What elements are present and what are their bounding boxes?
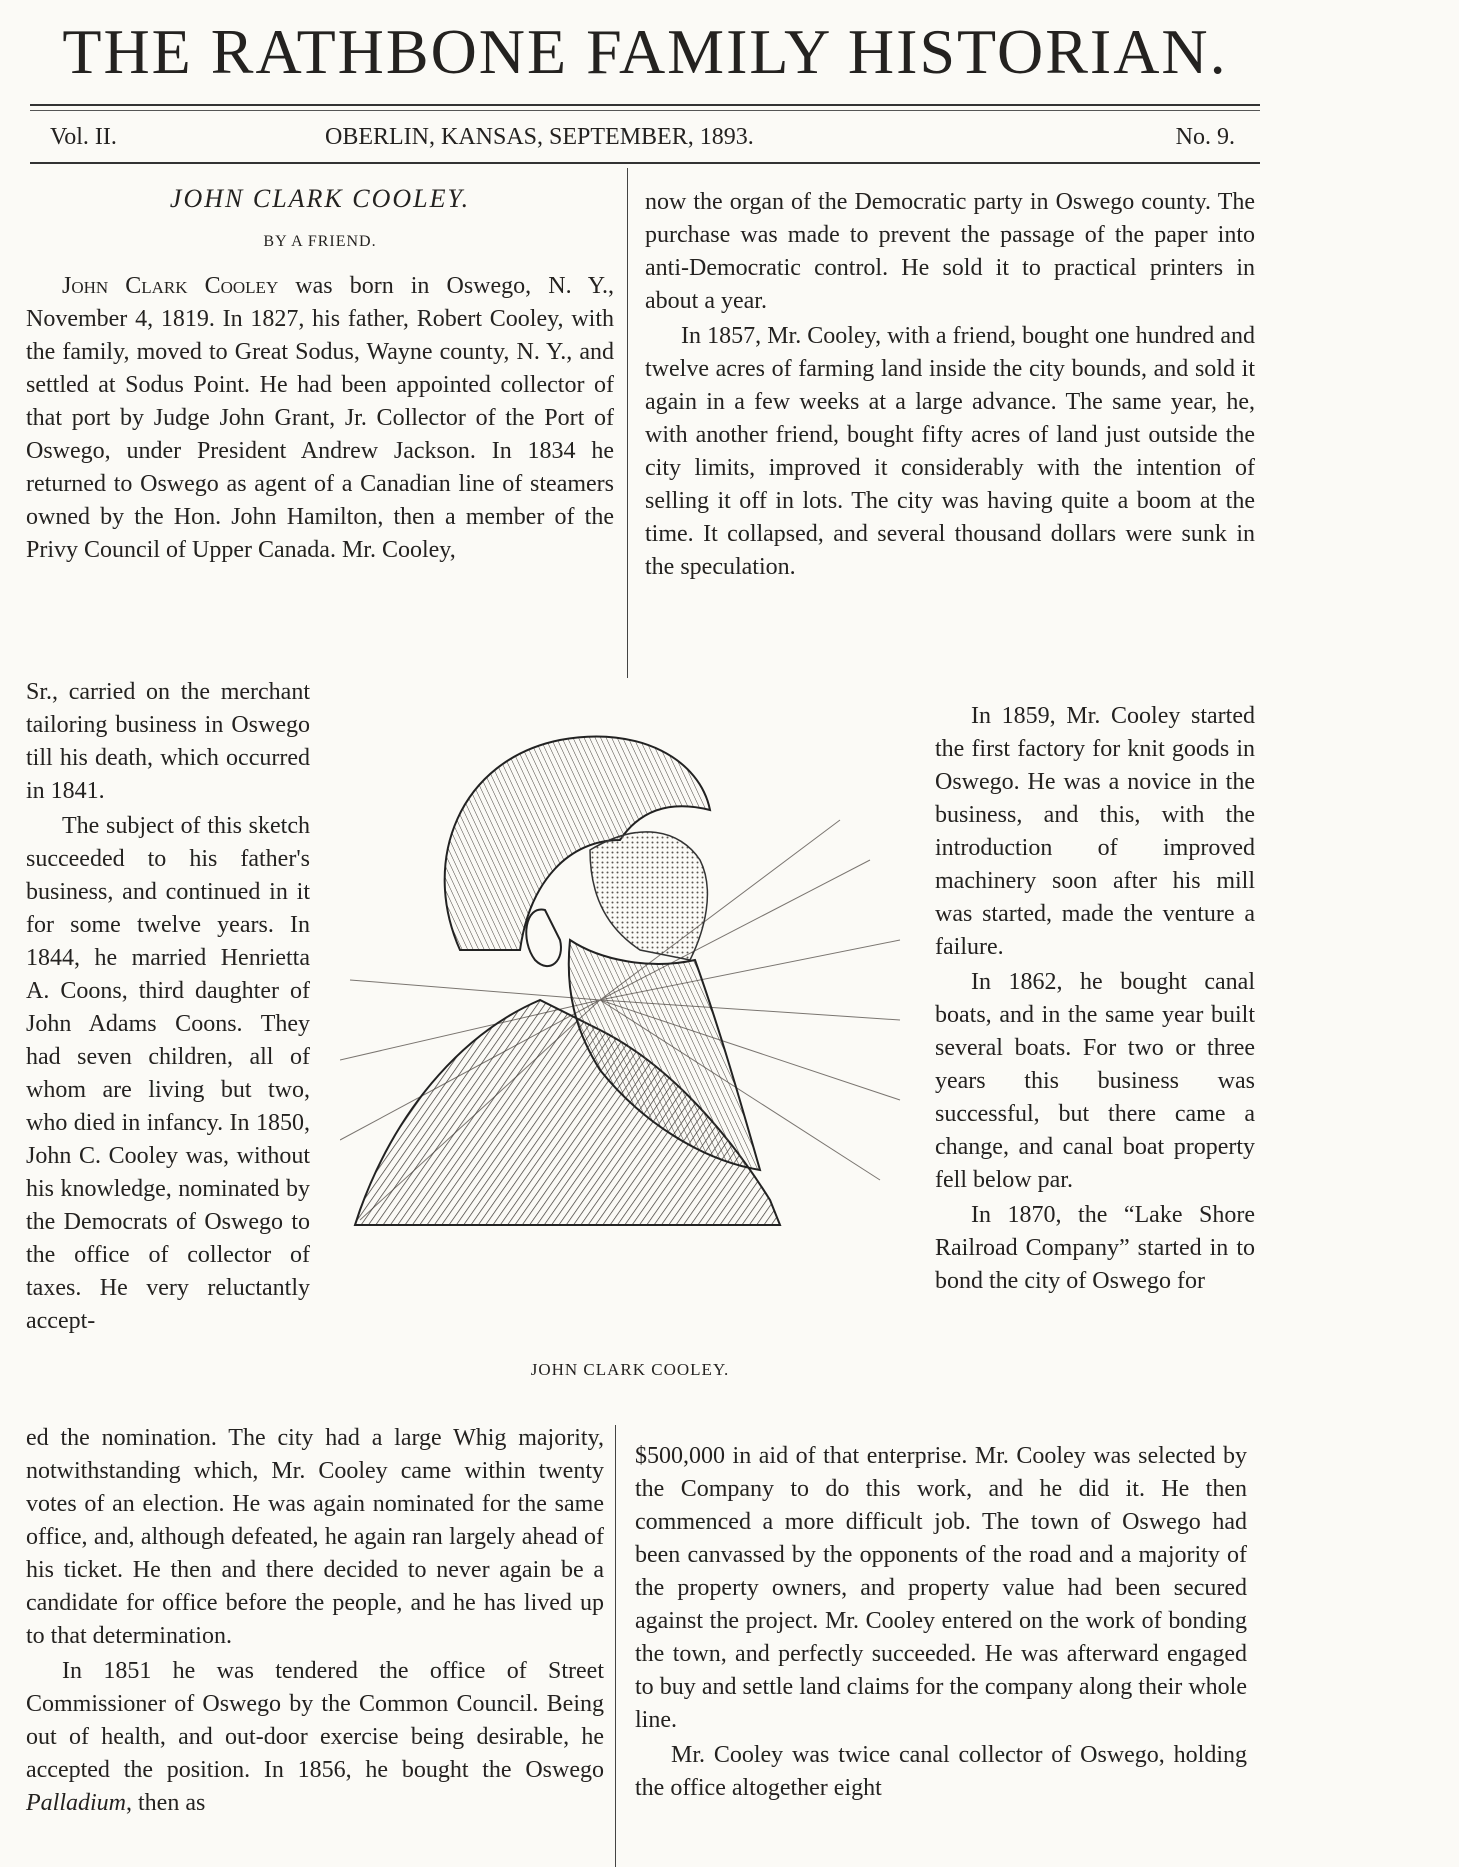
article-column-right-narrow xyxy=(935,700,1255,1300)
paragraph: The subject of this sketch succeeded to his father's business, and continued in it for some twelve years. In 1844, he married Henrietta A. Coons, third daughter of John Adams Coons. They had seven children, all of whom are living but two, who died in infancy. In 1850, John C. Cooley was, without his knowledge, nominated by the Democrats of Oswego to the office of collector of taxes. He very reluctantly accept- xyxy=(26,813,310,1334)
portrait-caption: JOHN CLARK COOLEY. xyxy=(530,1360,730,1379)
paragraph-text: , then as xyxy=(126,1790,206,1816)
article-byline: BY A FRIEND. xyxy=(263,233,377,250)
paragraph: ed the nomination. The city had a large Whig majority, notwithstanding which, Mr. Cooley came within twenty votes of an election. He was again nominated for the same office, and, although defeated, he again ran largely ahead of his ticket. He then and there decided to never again be a candidate for office before the people, and he has lived up to that determination. xyxy=(26,1425,604,1649)
paragraph: In 1862, he bought canal boats, and in the same year built several boats. For two or three years this business was successful, but there came a change, and canal boat property fell below par. xyxy=(935,969,1255,1193)
column-divider-top xyxy=(627,168,628,678)
article-title: JOHN CLARK COOLEY. xyxy=(169,184,471,213)
paragraph xyxy=(26,1655,604,1820)
paragraph: In 1857, Mr. Cooley, with a friend, bought one hundred and twelve acres of farming land inside the city bounds, and sold it again in a few weeks at a large advance. The same year, he, with another friend, bought fifty acres of land just outside the city limits, improved it considerably with the intention of selling it off in lots. The city was having quite a boom at the time. It collapsed, and several thousand dollars were sunk in the speculation. xyxy=(645,323,1255,580)
paragraph: now the organ of the Democratic party in Oswego county. The purchase was made to prevent the passage of the paper into anti-Democratic control. He sold it to practical printers in about a year. xyxy=(645,189,1255,314)
issue-rule xyxy=(30,162,1260,164)
masthead-rule-top xyxy=(30,104,1260,106)
lead-name: John Clark Cooley xyxy=(62,273,279,299)
portrait-engraving xyxy=(340,700,920,1230)
lead-paragraph-text: was born in Oswego, N. Y., November 4, 1819. In 1827, his father, Robert Cooley, with the family, moved to Great Sodus, Wayne county, N. Y., and settled at Sodus Point. He had been appointed collector of that port by Judge John Grant, Jr. Collector of the Port of Oswego, under President Andrew Jackson. In 1834 he returned to Oswego as agent of a Canadian line of steamers owned by the Hon. John Hamilton, then a member of the Privy Council of Upper Canada. Mr. Cooley, xyxy=(26,273,614,563)
paragraph: Sr., carried on the merchant tailoring business in Oswego till his death, which occurred in 1841. xyxy=(26,679,310,804)
face-shape xyxy=(590,832,707,960)
issue-line xyxy=(50,124,1235,160)
column-divider-bottom xyxy=(615,1425,616,1867)
article-column-left-bottom xyxy=(26,1422,604,1822)
ear-shape xyxy=(526,910,561,967)
newspaper-name: Palladium xyxy=(26,1790,126,1816)
paragraph: Mr. Cooley was twice canal collector of Oswego, holding the office altogether eight xyxy=(635,1742,1247,1801)
article-column-left-narrow xyxy=(26,676,310,1340)
masthead-title: THE RATHBONE FAMILY HISTORIAN. xyxy=(62,16,1228,87)
paragraph-text: In 1851 he was tendered the office of Street Commissioner of Oswego by the Common Council. Being out of health, and out-door exercise being desirable, he accepted the position. In 1856, he bought the Oswego xyxy=(26,1658,604,1783)
issue-number: No. 9. xyxy=(1175,124,1235,150)
article-column-right-bottom xyxy=(635,1440,1247,1807)
article-column-left-top xyxy=(26,178,614,569)
article-column-right-top xyxy=(645,186,1255,586)
dateline: OBERLIN, KANSAS, SEPTEMBER, 1893. xyxy=(325,124,754,150)
paragraph: In 1859, Mr. Cooley started the first factory for knit goods in Oswego. He was a novice in the business, and this, with the introduction of improved machinery soon after his mill was started, made the venture a failure. xyxy=(935,703,1255,960)
paragraph: $500,000 in aid of that enterprise. Mr. Cooley was selected by the Company to do this work, and he did it. He then commenced a more difficult job. The town of Oswego had been canvassed by the opponents of the road and a majority of the property owners, and property value had been secured against the project. Mr. Cooley entered on the work of bonding the town, and perfectly succeeded. He was afterward engaged to buy and settle land claims for the company along their whole line. xyxy=(635,1443,1247,1733)
volume-label: Vol. II. xyxy=(50,124,117,150)
article-lead-paragraph xyxy=(26,270,614,567)
masthead-rule-second xyxy=(30,110,1260,111)
paragraph: In 1870, the “Lake Shore Railroad Company” started in to bond the city of Oswego for xyxy=(935,1202,1255,1294)
